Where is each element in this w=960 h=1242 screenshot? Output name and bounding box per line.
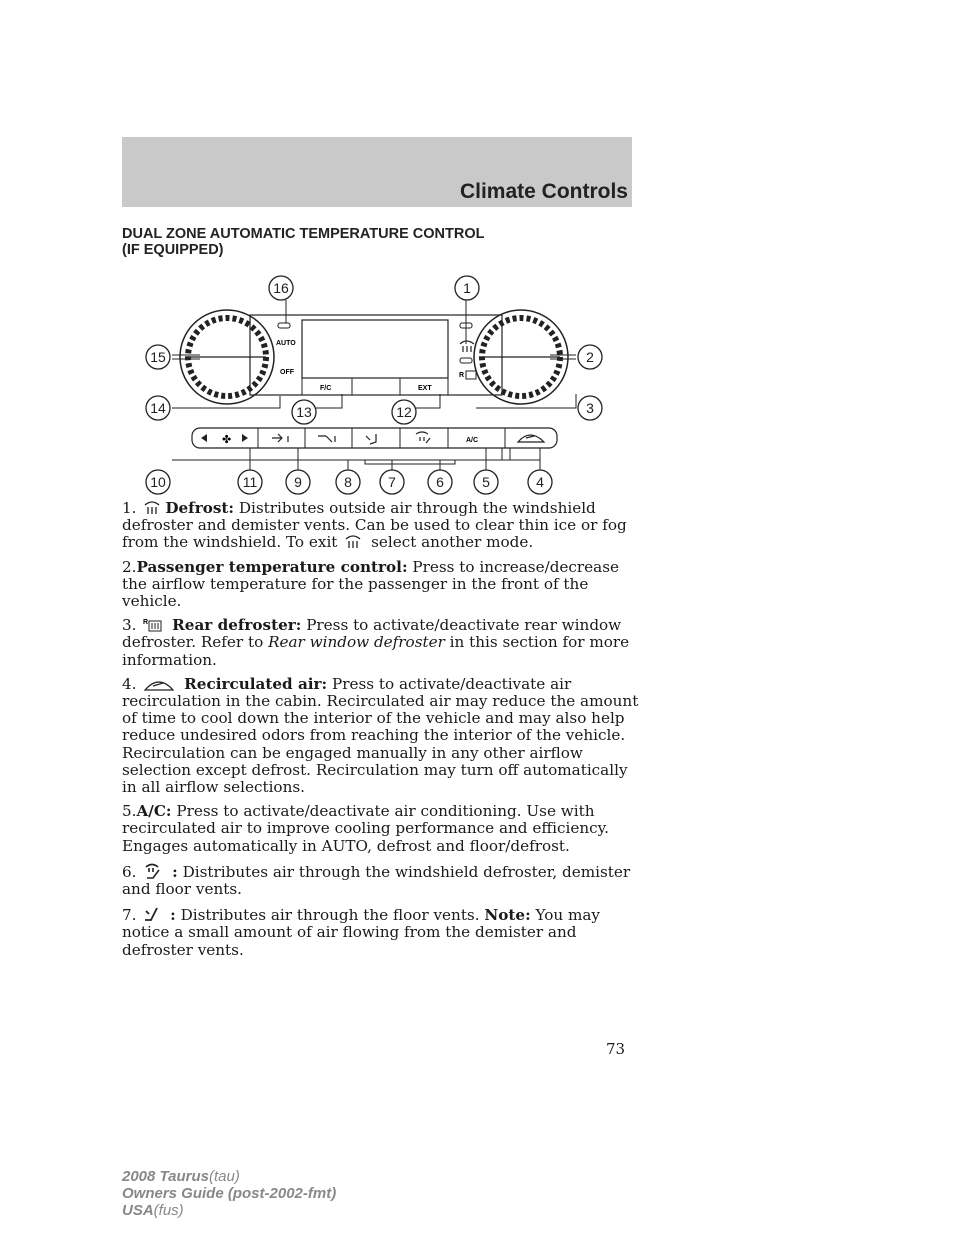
svg-text:11: 11 [242,474,258,490]
callout-15 [146,345,170,369]
off-button-label: OFF [280,369,294,376]
floor-defrost-icon [143,862,163,880]
item-7: 7. : Distributes air through the floor vents. Note: You may notice a small amount of air flowing from the demister and defroster vents. [122,906,600,959]
svg-text:9: 9 [294,474,302,490]
item-4: 4. Recirculated air: Press to activate/deactivate air recirculation in the cabin. Recirculated air may reduce the amount of time to cool down the interior of the vehicle and may also help reduce undesired odors from reaching the interior of the vehicle. Recirculation can be engaged manually in any other airflow selection except defrost. Recirculation may turn off automatically in all airflow selections. [122,674,639,797]
svg-text:3: 3 [586,400,594,416]
body-text [122,500,642,966]
callout-8 [336,470,360,494]
auto-button-label: AUTO [276,340,296,347]
callout-10 [146,470,170,494]
item-5: 5.A/C: Press to activate/deactivate air conditioning. Use with recirculated air to improve cooling performance and efficiency. Engages automatically in AUTO, defrost and floor/defrost. [122,802,610,855]
floor-button-icon [366,434,376,444]
ac-button-label: A/C [466,437,479,444]
ext-button-label: EXT [418,385,432,392]
svg-text:1: 1 [463,280,471,296]
defrost-button-icon [460,341,474,352]
svg-text:2: 2 [586,349,594,365]
callout-2 [578,345,602,369]
rear-defrost-r-label: R [459,372,465,379]
svg-text:14: 14 [150,400,166,416]
climate-control-diagram [130,270,630,500]
svg-text:10: 10 [150,474,166,490]
item-6: 6. : Distributes air through the windshield defroster, demister and floor vents. [122,862,631,899]
svg-text:8: 8 [344,474,352,490]
callout-7 [380,470,404,494]
panel-vent-icon [272,434,288,442]
callout-1 [455,276,479,300]
fc-button-label: F/C [320,385,332,392]
footer-line1: 2008 Taurus(tau) [122,1168,240,1185]
fan-icon: ✤ [222,433,232,446]
rear-defrost-icon [143,617,163,633]
callout-14 [146,396,170,420]
bilevel-icon [318,436,335,442]
callout-9 [286,470,310,494]
recirculation-icon [143,678,175,692]
section-title [122,226,642,258]
svg-text:12: 12 [396,404,412,420]
svg-text:7: 7 [388,474,396,490]
callout-16 [269,276,293,300]
svg-text:4: 4 [536,474,544,490]
callout-4 [528,470,552,494]
callout-11 [238,470,262,494]
svg-text:5: 5 [482,474,490,490]
item-1: 1. Defrost: Distributes outside air through the windshield defroster and demister vents. Can be used to clear thin ice or fog from the windshield. To exit select another mode. [122,499,627,552]
floor-defrost-button-icon [416,432,430,443]
item-3: 3. R Rear defroster: Press to activate/deactivate rear window defroster. Refer to Rear window defroster in this section for more information. [122,616,630,669]
section-title-line1: DUAL ZONE AUTOMATIC TEMPERATURE CONTROL [122,226,485,242]
page-header-title: Climate Controls [459,180,628,203]
callout-5 [474,470,498,494]
page-number: 73 [606,1040,626,1058]
rear-defrost-button-icon [466,371,476,379]
display-screen [302,320,448,378]
svg-text:6: 6 [436,474,444,490]
callout-3 [578,396,602,420]
svg-text:16: 16 [273,280,289,296]
footer-line2: Owners Guide (post-2002-fmt) [122,1185,337,1202]
defrost-icon-inline [344,534,362,550]
svg-text:R: R [143,619,149,627]
defrost-icon [143,500,161,516]
callout-6 [428,470,452,494]
footer [122,1168,336,1219]
floor-icon [143,905,161,923]
callout-12 [392,400,416,424]
svg-text:13: 13 [296,404,312,420]
header-band [122,137,632,207]
callout-13 [292,400,316,424]
section-title-line2: (IF EQUIPPED) [122,242,224,258]
item-2: 2.Passenger temperature control: Press to increase/decrease the airflow temperature for the passenger in the front of the vehicle. [122,557,619,611]
recirculation-button-icon [518,435,544,442]
svg-text:15: 15 [150,349,166,365]
footer-line3: USA(fus) [122,1202,184,1219]
